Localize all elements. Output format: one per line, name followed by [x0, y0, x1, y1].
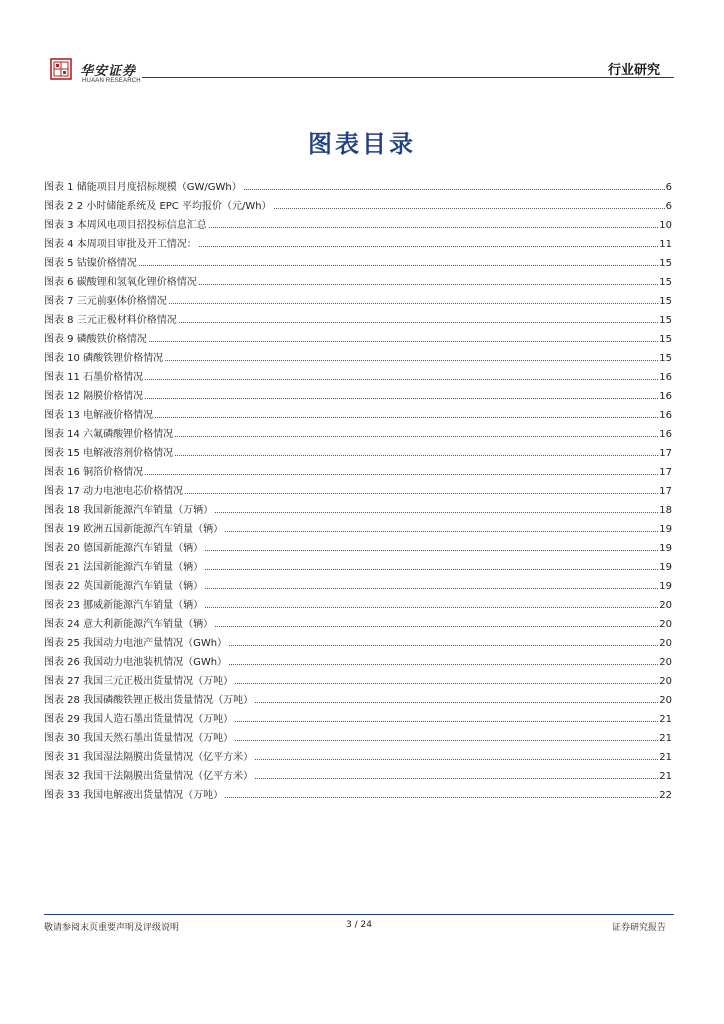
toc-entry-label: 图表 14 六氟磷酸锂价格情况	[44, 429, 174, 440]
toc-entry-page: 17	[659, 486, 672, 497]
toc-entry[interactable]	[44, 615, 672, 634]
toc-entry-label: 图表 25 我国动力电池产量情况（GWh）	[44, 638, 228, 649]
footer-disclaimer: 敬请参阅末页重要声明及评级说明	[44, 923, 180, 933]
toc-entry-page: 20	[659, 676, 672, 687]
toc-entry-page: 6	[665, 182, 672, 193]
toc-entry[interactable]	[44, 311, 672, 330]
dot-leader	[149, 341, 659, 342]
logo-text: 华安证券	[80, 64, 137, 79]
dot-leader	[139, 265, 659, 266]
toc-entry-page: 16	[659, 372, 672, 383]
toc-entry-page: 15	[659, 334, 672, 345]
toc-entry-label: 图表 20 德国新能源汽车销量（辆）	[44, 543, 204, 554]
toc-entry[interactable]	[44, 729, 672, 748]
toc-entry[interactable]	[44, 368, 672, 387]
dot-leader	[169, 303, 659, 304]
toc-entry-page: 15	[659, 353, 672, 364]
toc-entry-page: 19	[659, 562, 672, 573]
toc-entry-label: 图表 13 电解液价格情况	[44, 410, 154, 421]
toc-entry-label: 图表 19 欧洲五国新能源汽车销量（辆）	[44, 524, 224, 535]
toc-entry[interactable]	[44, 786, 672, 805]
toc-entry[interactable]	[44, 463, 672, 482]
toc-entry-label: 图表 27 我国三元正极出货量情况（万吨）	[44, 676, 234, 687]
toc-entry-page: 21	[659, 714, 672, 725]
dot-leader	[229, 664, 658, 665]
dot-leader	[165, 360, 658, 361]
toc-entry[interactable]	[44, 406, 672, 425]
toc-entry-label: 图表 4 本周项目审批及开工情况：	[44, 239, 197, 250]
section-label: 行业研究	[607, 63, 660, 78]
toc-entry[interactable]	[44, 178, 672, 197]
dot-leader	[235, 740, 658, 741]
dot-leader	[145, 379, 658, 380]
report-type: 证券研究报告	[611, 923, 666, 933]
toc-entry-page: 22	[659, 790, 672, 801]
toc-entry[interactable]	[44, 482, 672, 501]
seal-icon	[50, 58, 72, 80]
dot-leader	[255, 778, 658, 779]
toc-entry-label: 图表 15 电解液溶剂价格情况	[44, 448, 174, 459]
toc-entry-page: 20	[659, 619, 672, 630]
toc-entry[interactable]	[44, 292, 672, 311]
footer-divider	[44, 914, 674, 915]
toc-entry-page: 21	[659, 752, 672, 763]
toc-entry[interactable]	[44, 577, 672, 596]
toc-entry-page: 19	[659, 524, 672, 535]
dot-leader	[179, 322, 659, 323]
toc-entry[interactable]	[44, 330, 672, 349]
page-number: 3 / 24	[346, 920, 372, 930]
toc-entry-page: 18	[659, 505, 672, 516]
toc-entry-page: 16	[659, 391, 672, 402]
toc-entry-label: 图表 3 本周风电项目招投标信息汇总	[44, 220, 207, 231]
page-header	[44, 56, 674, 92]
toc-entry-label: 图表 2 2 小时储能系统及 EPC 平均报价（元/Wh）	[44, 201, 272, 212]
toc-entry-label: 图表 16 铜箔价格情况	[44, 467, 144, 478]
company-logo	[50, 58, 178, 88]
toc-entry[interactable]	[44, 710, 672, 729]
dot-leader	[255, 702, 658, 703]
toc-entry-label: 图表 21 法国新能源汽车销量（辆）	[44, 562, 204, 573]
toc-entry[interactable]	[44, 520, 672, 539]
toc-entry-label: 图表 17 动力电池电芯价格情况	[44, 486, 184, 497]
toc-entry-label: 图表 18 我国新能源汽车销量（万辆）	[44, 505, 214, 516]
dot-leader	[225, 531, 658, 532]
dot-leader	[205, 550, 658, 551]
toc-entry-label: 图表 5 钴镍价格情况	[44, 258, 137, 269]
toc-entry-label: 图表 29 我国人造石墨出货量情况（万吨）	[44, 714, 234, 725]
dot-leader	[215, 512, 658, 513]
dot-leader	[225, 797, 658, 798]
toc-entry-page: 20	[659, 600, 672, 611]
logo-subtext: HUAAN RESEARCH	[82, 78, 141, 84]
dot-leader	[235, 721, 658, 722]
toc-entry[interactable]	[44, 748, 672, 767]
toc-entry[interactable]	[44, 197, 672, 216]
dot-leader	[145, 398, 658, 399]
toc-entry-label: 图表 8 三元正极材料价格情况	[44, 315, 177, 326]
toc-entry-label: 图表 26 我国动力电池装机情况（GWh）	[44, 657, 228, 668]
toc-entry[interactable]	[44, 235, 672, 254]
dot-leader	[185, 493, 658, 494]
dot-leader	[175, 436, 658, 437]
dot-leader	[205, 607, 658, 608]
toc-entry-label: 图表 7 三元前驱体价格情况	[44, 296, 167, 307]
dot-leader	[205, 569, 658, 570]
figure-index-list	[44, 178, 672, 805]
toc-entry[interactable]	[44, 387, 672, 406]
toc-entry-label: 图表 30 我国天然石墨出货量情况（万吨）	[44, 733, 234, 744]
toc-entry[interactable]	[44, 425, 672, 444]
toc-entry[interactable]	[44, 349, 672, 368]
dot-leader	[244, 189, 665, 190]
toc-entry-page: 21	[659, 771, 672, 782]
toc-entry[interactable]	[44, 254, 672, 273]
toc-entry[interactable]	[44, 558, 672, 577]
dot-leader	[199, 284, 659, 285]
toc-entry-page: 20	[659, 638, 672, 649]
toc-entry[interactable]	[44, 216, 672, 235]
toc-entry-page: 15	[659, 277, 672, 288]
toc-entry-label: 图表 10 磷酸铁锂价格情况	[44, 353, 164, 364]
toc-entry-label: 图表 12 隔膜价格情况	[44, 391, 144, 402]
toc-entry[interactable]	[44, 634, 672, 653]
toc-entry-page: 16	[659, 429, 672, 440]
toc-entry[interactable]	[44, 691, 672, 710]
toc-entry[interactable]	[44, 444, 672, 463]
toc-entry-label: 图表 23 挪威新能源汽车销量（辆）	[44, 600, 204, 611]
dot-leader	[235, 683, 658, 684]
toc-entry-page: 17	[659, 467, 672, 478]
dot-leader	[175, 455, 658, 456]
dot-leader	[145, 474, 658, 475]
toc-entry[interactable]	[44, 767, 672, 786]
toc-entry-label: 图表 6 碳酸锂和氢氧化锂价格情况	[44, 277, 197, 288]
toc-entry-label: 图表 24 意大利新能源汽车销量（辆）	[44, 619, 214, 630]
dot-leader	[199, 246, 659, 247]
dot-leader	[255, 759, 658, 760]
toc-entry[interactable]	[44, 596, 672, 615]
toc-entry-label: 图表 32 我国干法隔膜出货量情况（亿平方米）	[44, 771, 254, 782]
page-footer	[44, 912, 674, 942]
toc-entry-label: 图表 31 我国湿法隔膜出货量情况（亿平方米）	[44, 752, 254, 763]
toc-entry-page: 19	[659, 543, 672, 554]
toc-entry-label: 图表 22 英国新能源汽车销量（辆）	[44, 581, 204, 592]
toc-entry-page: 11	[659, 239, 672, 250]
page-title: 图表目录	[308, 130, 416, 158]
dot-leader	[155, 417, 658, 418]
toc-entry-page: 10	[659, 220, 672, 231]
toc-entry-page: 19	[659, 581, 672, 592]
toc-entry[interactable]	[44, 273, 672, 292]
toc-entry-label: 图表 11 石墨价格情况	[44, 372, 144, 383]
toc-entry-label: 图表 28 我国磷酸铁锂正极出货量情况（万吨）	[44, 695, 254, 706]
dot-leader	[209, 227, 659, 228]
toc-entry-page: 21	[659, 733, 672, 744]
toc-entry-page: 20	[659, 657, 672, 668]
dot-leader	[215, 626, 658, 627]
toc-entry-page: 16	[659, 410, 672, 421]
toc-entry-page: 15	[659, 315, 672, 326]
dot-leader	[274, 208, 665, 209]
toc-entry-page: 17	[659, 448, 672, 459]
toc-entry[interactable]	[44, 539, 672, 558]
toc-entry-page: 20	[659, 695, 672, 706]
toc-entry-page: 15	[659, 258, 672, 269]
dot-leader	[205, 588, 658, 589]
toc-entry-label: 图表 9 磷酸铁价格情况	[44, 334, 147, 345]
toc-entry-page: 15	[659, 296, 672, 307]
toc-entry[interactable]	[44, 501, 672, 520]
dot-leader	[229, 645, 658, 646]
header-divider	[142, 77, 674, 78]
toc-entry-label: 图表 33 我国电解液出货量情况（万吨）	[44, 790, 224, 801]
toc-entry-label: 图表 1 储能项目月度招标规模（GW/GWh）	[44, 182, 242, 193]
toc-entry-page: 6	[665, 201, 672, 212]
toc-entry[interactable]	[44, 653, 672, 672]
toc-entry[interactable]	[44, 672, 672, 691]
